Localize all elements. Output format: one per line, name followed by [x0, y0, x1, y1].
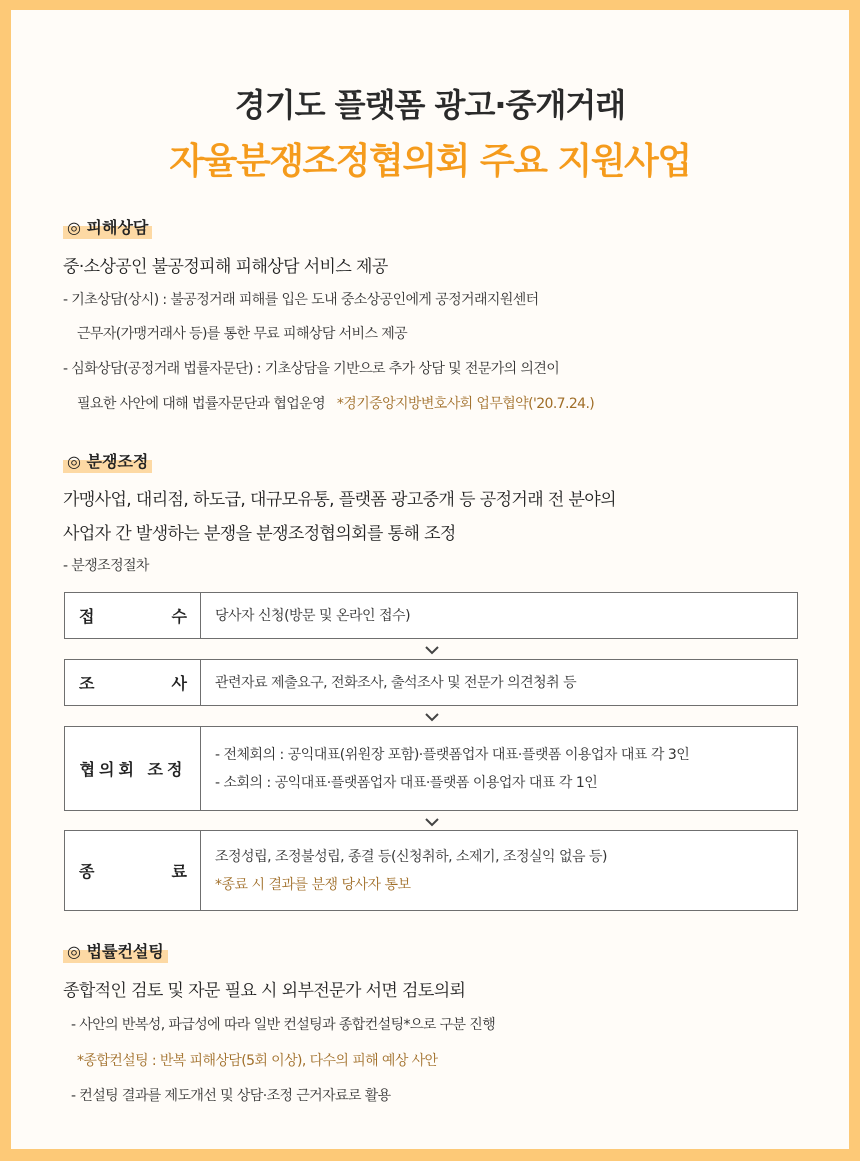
step-label-char-2: 수 [171, 607, 187, 626]
consult-item-1-line-1: - 기초상담(상시) : 불공정거래 피해를 입은 도내 중소상공인에게 공정거래지원센터 [63, 292, 539, 308]
consult-item-2-note: *경기중앙지방변호사회 업무협약('20.7.24.) [336, 396, 595, 412]
step-label: 협의회 조정 [65, 727, 201, 810]
step-label [65, 831, 201, 910]
consult-item-2-text: 필요한 사안에 대해 법률자문단과 협업운영 [77, 396, 326, 412]
step-label [65, 593, 201, 638]
step-line: 당사자 신청(방문 및 온라인 접수) [215, 607, 411, 624]
procedure-step-closure [64, 830, 798, 911]
step-label [65, 660, 201, 705]
legal-item-2: - 컨설팅 결과를 제도개선 및 상담·조정 근거자료로 활용 [71, 1088, 391, 1104]
section-heading-mediation: ◎ 분쟁조정 [63, 451, 152, 473]
step-line: - 소회의 : 공익대표·플랫폼업자 대표·플랫폼 이용업자 대표 각 1인 [215, 774, 598, 791]
mediation-lead-line-1: 가맹사업, 대리점, 하도급, 대규모유통, 플랫폼 광고중개 등 공정거래 전 분야의 [63, 490, 616, 510]
step-line: - 전체회의 : 공익대표(위원장 포함)·플랫폼업자 대표·플랫폼 이용업자 대표 각 3인 [215, 746, 690, 763]
page-title: 경기도 플랫폼 광고·중개거래 [234, 86, 626, 124]
consult-item-1-line-2: 근무자(가맹거래사 등)를 통한 무료 피해상담 서비스 제공 [77, 326, 408, 342]
chevron-down-icon [421, 815, 443, 829]
step-description [201, 660, 797, 705]
page-subtitle: 자율분쟁조정협의회 주요 지원사업 [169, 141, 691, 182]
step-note: *종료 시 결과를 분쟁 당사자 통보 [215, 876, 411, 893]
mediation-lead-line-2: 사업자 간 발생하는 분쟁을 분쟁조정협의회를 통해 조정 [63, 524, 456, 544]
step-description [201, 727, 797, 810]
legal-item-1: - 사안의 반복성, 파급성에 따라 일반 컨설팅과 종합컨설팅*으로 구분 진행 [71, 1017, 496, 1033]
notice-card [11, 10, 849, 1149]
consult-item-2-line-1: - 심화상담(공정거래 법률자문단) : 기초상담을 기반으로 추가 상담 및 전문가의 의견이 [63, 361, 560, 377]
step-description [201, 593, 797, 638]
step-label-char-1: 접 [79, 607, 95, 626]
legal-item-1-note: *종합컨설팅 : 반복 피해상담(5회 이상), 다수의 피해 예상 사안 [77, 1053, 438, 1069]
step-label-char-1: 종 [79, 862, 95, 881]
step-line: 조정성립, 조정불성립, 종결 등(신청취하, 소제기, 조정실익 없음 등) [215, 848, 607, 865]
chevron-down-icon [421, 710, 443, 724]
step-line: 관련자료 제출요구, 전화조사, 출석조사 및 전문가 의견청취 등 [215, 674, 577, 691]
section-heading-consult: ◎ 피해상담 [63, 217, 152, 239]
step-label-char-1: 조 [79, 674, 95, 693]
section-heading-legal: ◎ 법률컨설팅 [63, 941, 168, 963]
consult-lead: 중·소상공인 불공정피해 피해상담 서비스 제공 [63, 257, 388, 277]
step-label-char-2: 료 [171, 862, 187, 881]
legal-lead: 종합적인 검토 및 자문 필요 시 외부전문가 서면 검토의뢰 [63, 981, 466, 1001]
procedure-label: - 분쟁조정절차 [63, 558, 149, 574]
procedure-step-investigation [64, 659, 798, 706]
consult-item-2-line-2 [77, 393, 594, 413]
step-label-char-2: 사 [171, 674, 187, 693]
procedure-step-council [64, 726, 798, 811]
chevron-down-icon [421, 643, 443, 657]
step-description [201, 831, 797, 910]
procedure-step-intake [64, 592, 798, 639]
